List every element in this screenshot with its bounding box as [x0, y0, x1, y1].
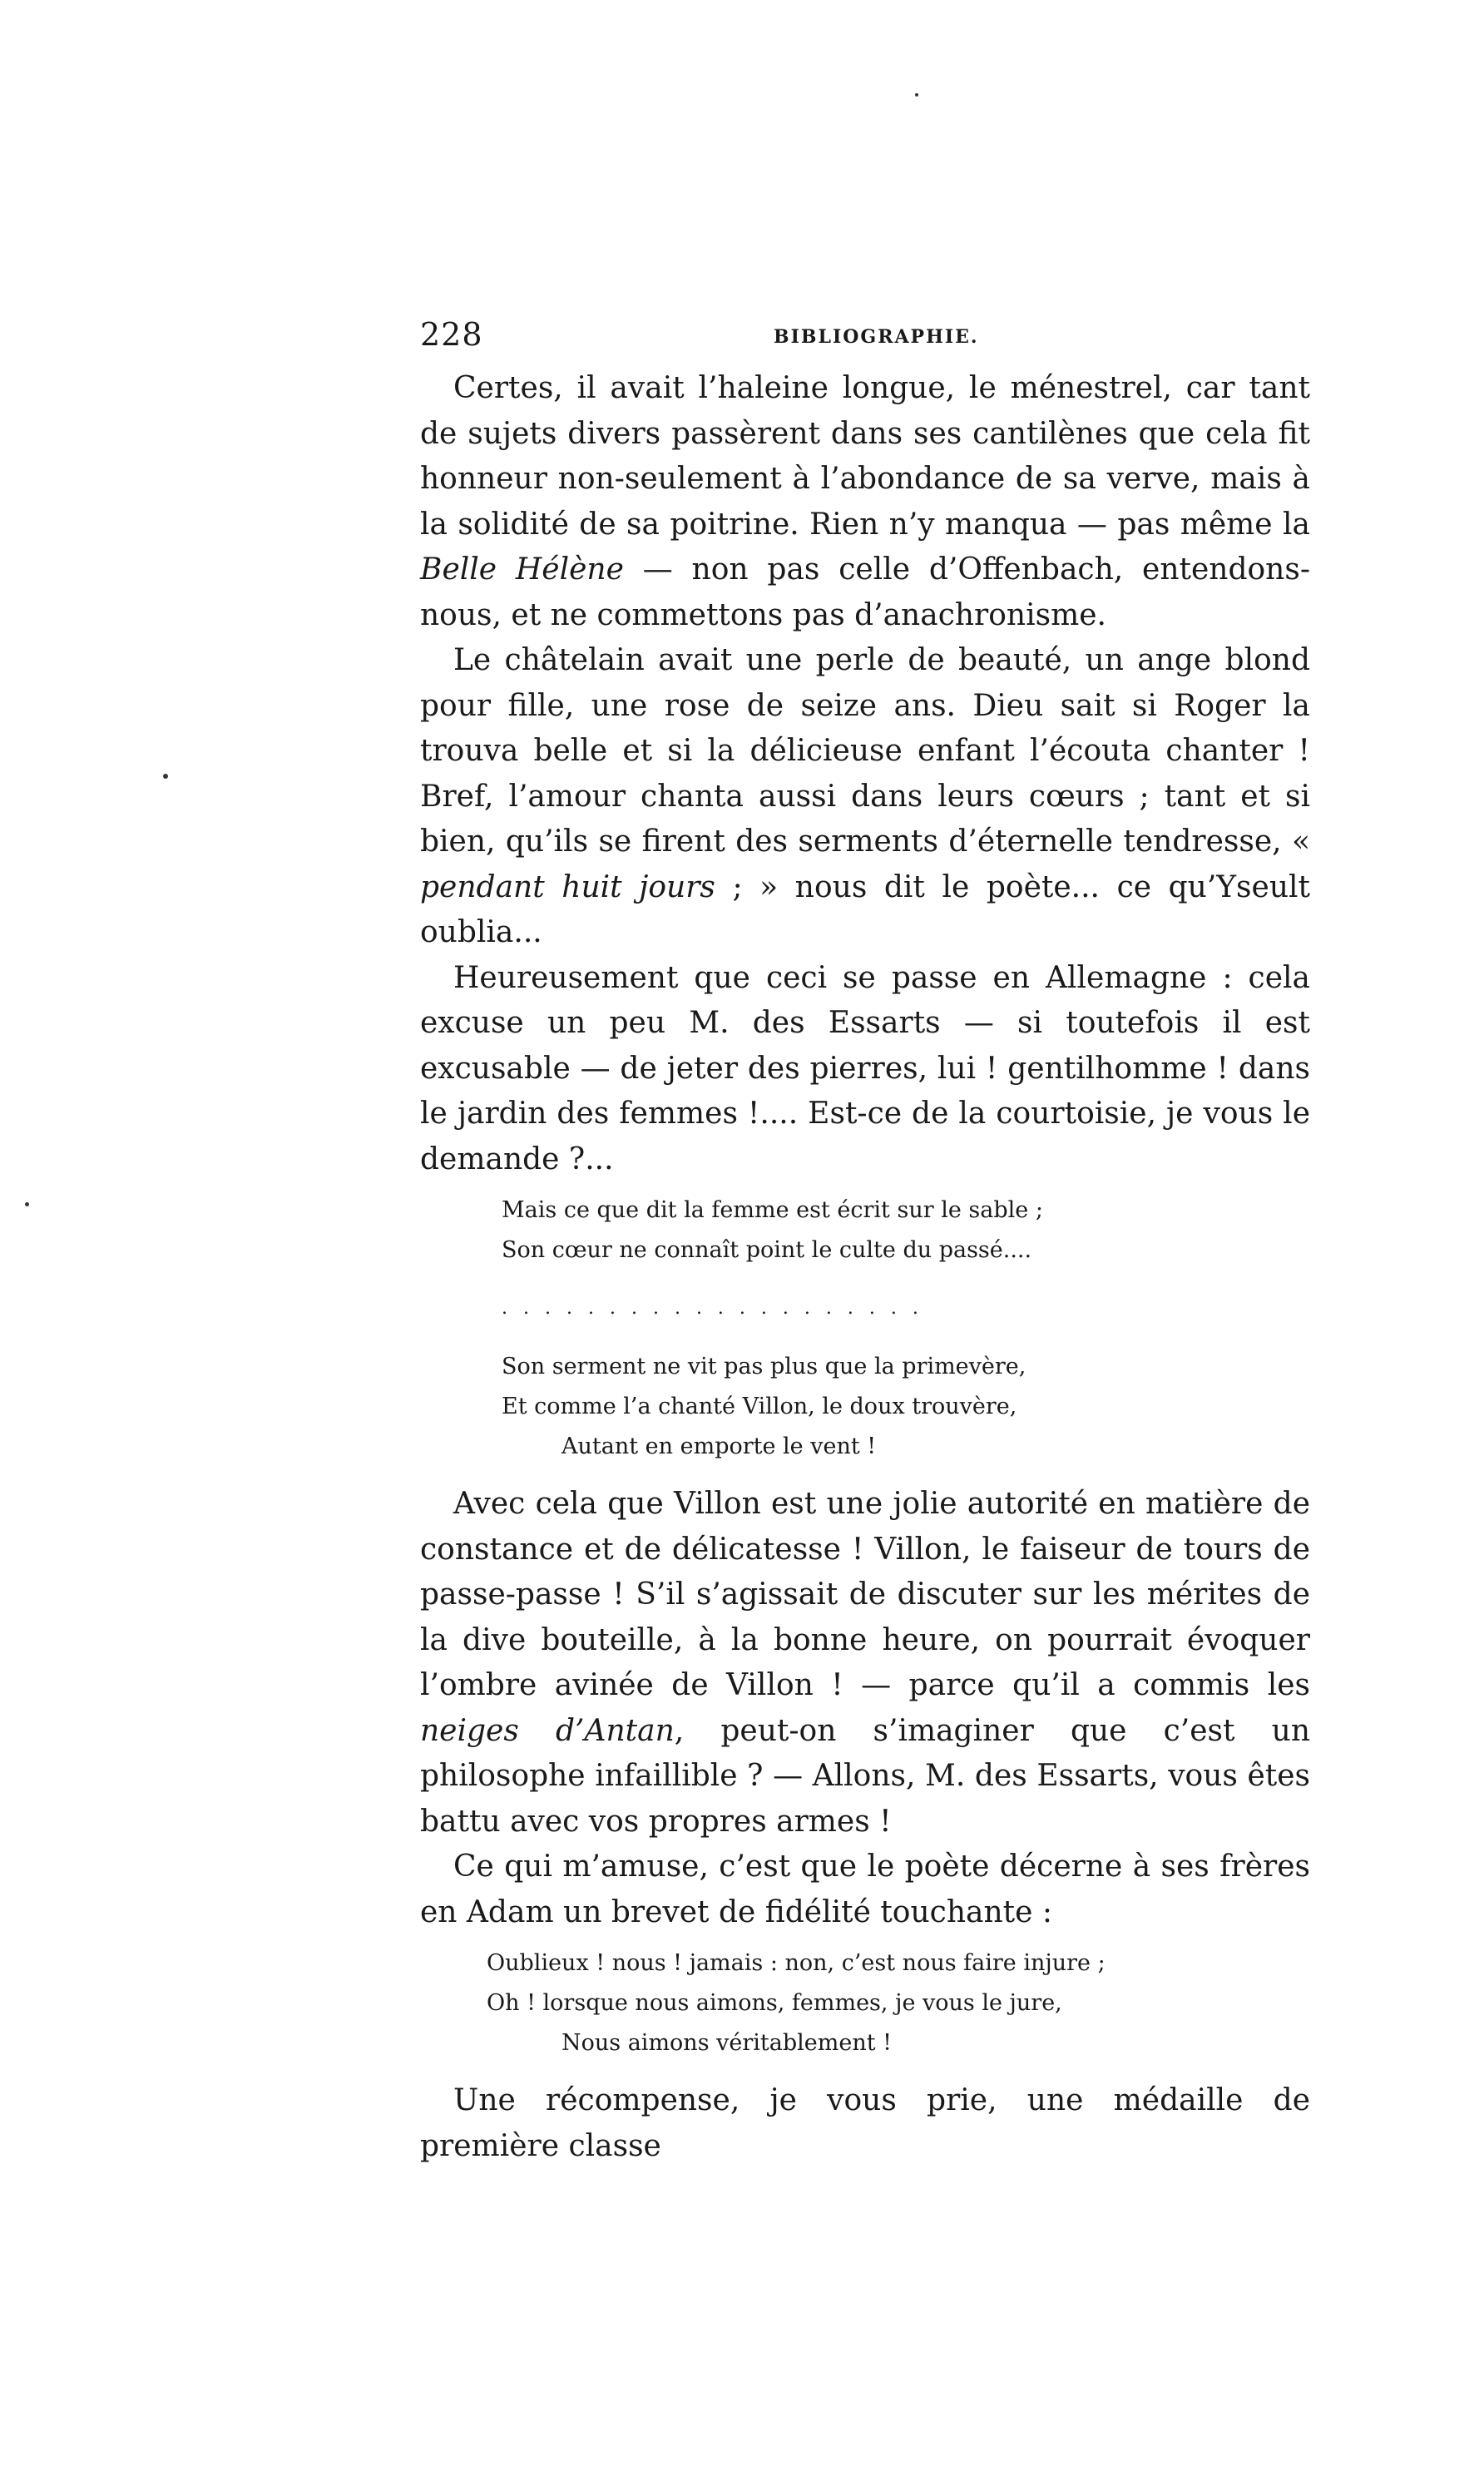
page-header: [420, 316, 1310, 366]
paragraph-2-italic: pendant huit jours: [420, 869, 715, 904]
verse-quote-1: [420, 1191, 1310, 1467]
running-head: BIBLIOGRAPHIE.: [774, 326, 979, 348]
paragraph-6: Une récompense, je vous prie, une médaille de première classe: [420, 2083, 1310, 2163]
paragraph-1-italic: Belle Hélène: [420, 552, 624, 587]
paragraph-4: [420, 1482, 1310, 1845]
verse-1-line-2: Son cœur ne connaît point le culte du passé....: [502, 1237, 1032, 1263]
paragraph-2-text-c: ; » nous dit le poète... ce qu’Yseult oublia...: [420, 869, 1310, 949]
paragraph-2: [420, 638, 1310, 956]
paragraph-4-text-c: , peut-on s’imaginer que c’est un philosophe infaillible ? — Allons, M. des Essarts, vous êtes battu avec vos propres armes !: [420, 1713, 1311, 1839]
paragraph-1-text-c: — non pas celle d’Offenbach, entendons-nous, et ne commettons pas d’anachronisme.: [420, 552, 1311, 632]
paragraph-5: Ce qui m’amuse, c’est que le poète décerne à ses frères en Adam un brevet de fidélité touchante :: [420, 1850, 1310, 1929]
paragraph-4-italic: neiges d’Antan: [420, 1713, 675, 1748]
body-text: [420, 366, 1310, 2169]
paragraph-1-text-a: Certes, il avait l’haleine longue, le ménestrel, car tant de sujets divers passèrent dans ses cantilènes que cela fit honneur non-seulement à l’abondance de sa verve, mais à la solidité de sa poitrine. Rien n’y manqua — pas même la: [420, 371, 1310, 542]
verse-ellipsis-row: ....................: [502, 1298, 934, 1319]
paragraph-2-text-a: Le châtelain avait une perle de beauté, un ange blond pour fille, une rose de seize ans. Dieu sait si Roger la trouva belle et si la délicieuse enfant l’écouta chanter ! Bref, l’amour chanta aussi dans leurs cœurs ; tant et si bien, qu’ils se firent des serments d’éternelle tendresse, «: [420, 643, 1310, 859]
scan-speck: [25, 1202, 29, 1206]
verse-1-line-5: Autant en emporte le vent !: [561, 1434, 877, 1459]
page-number: 228: [420, 316, 483, 353]
paragraph-4-text-a: Avec cela que Villon est une jolie autorité en matière de constance et de délicatesse ! Villon, le faiseur de tours de passe-passe ! S’il s’agissait de discuter sur les mérites de la dive bouteille, à la bonne heure, on pourrait évoquer l’ombre avinée de Villon ! — parce qu’il a commis les: [420, 1487, 1310, 1702]
verse-2-line-3: Nous aimons véritablement !: [561, 2030, 892, 2056]
verse-1-line-1: Mais ce que dit la femme est écrit sur le sable ;: [502, 1197, 1043, 1223]
scan-speck: [163, 774, 168, 779]
paragraph-1: [420, 366, 1310, 638]
scan-speck: [915, 93, 918, 97]
verse-quote-2: [420, 1944, 1310, 2063]
verse-1-line-3: Son serment ne vit pas plus que la primevère,: [502, 1354, 1026, 1379]
verse-2-line-2: Oh ! lorsque nous aimons, femmes, je vous le jure,: [487, 1990, 1062, 2016]
verse-1-line-4: Et comme l’a chanté Villon, le doux trouvère,: [502, 1394, 1017, 1419]
paragraph-3: Heureusement que ceci se passe en Allemagne : cela excuse un peu M. des Essarts — si toutefois il est excusable — de jeter des pierres, lui ! gentilhomme ! dans le jardin des femmes !.... Est-ce de la courtoisie, je vous le demande ?...: [420, 960, 1310, 1176]
verse-2-line-1: Oublieux ! nous ! jamais : non, c’est nous faire injure ;: [487, 1950, 1106, 1976]
